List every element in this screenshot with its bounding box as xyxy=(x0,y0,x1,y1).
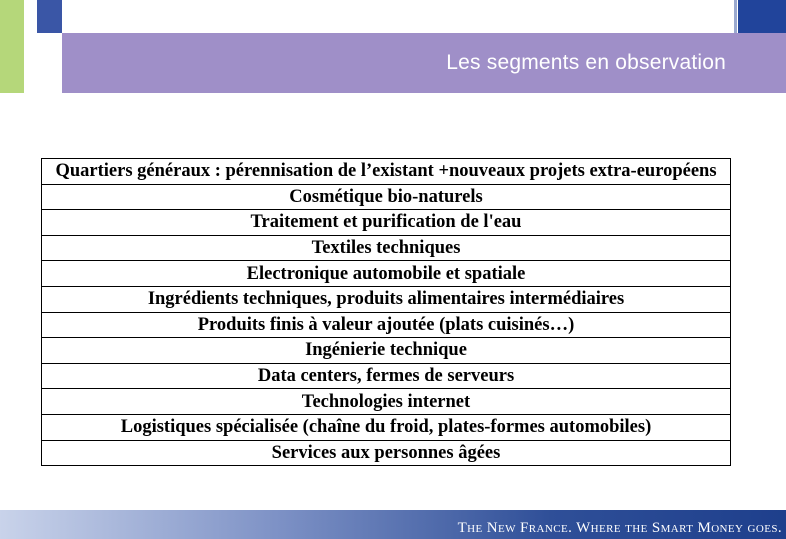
accent-divider xyxy=(734,0,737,33)
footer-tagline: The New France. Where the Smart Money goes. xyxy=(457,520,782,536)
segment-cell: Produits finis à valeur ajoutée (plats cuisinés…) xyxy=(42,312,731,338)
accent-blue-block xyxy=(37,0,62,33)
table-row xyxy=(42,363,731,389)
table-row xyxy=(42,338,731,364)
segment-cell: Logistiques spécialisée (chaîne du froid, plates-formes automobiles) xyxy=(42,414,731,440)
table-row xyxy=(42,312,731,338)
table-row xyxy=(42,235,731,261)
segment-cell: Traitement et purification de l'eau xyxy=(42,210,731,236)
segment-cell: Technologies internet xyxy=(42,389,731,415)
table-row xyxy=(42,184,731,210)
segment-cell: Electronique automobile et spatiale xyxy=(42,261,731,287)
segment-cell: Ingrédients techniques, produits alimentaires intermédiaires xyxy=(42,286,731,312)
table-row xyxy=(42,414,731,440)
table-row xyxy=(42,389,731,415)
segment-cell: Textiles techniques xyxy=(42,235,731,261)
segment-cell: Cosmétique bio-naturels xyxy=(42,184,731,210)
title-bar xyxy=(62,33,786,93)
table-row xyxy=(42,210,731,236)
segments-table xyxy=(41,158,731,466)
table-row xyxy=(42,159,731,185)
segment-cell: Quartiers généraux : pérennisation de l’existant +nouveaux projets extra-européens xyxy=(42,159,731,185)
slide-title: Les segments en observation xyxy=(446,51,726,74)
segment-cell: Services aux personnes âgées xyxy=(42,440,731,466)
footer-bar xyxy=(0,510,786,539)
segment-cell: Ingénierie technique xyxy=(42,338,731,364)
table-row xyxy=(42,440,731,466)
table-row xyxy=(42,261,731,287)
accent-blue-corner-block xyxy=(738,0,786,33)
segment-cell: Data centers, fermes de serveurs xyxy=(42,363,731,389)
table-row xyxy=(42,286,731,312)
accent-green-block xyxy=(0,0,24,93)
